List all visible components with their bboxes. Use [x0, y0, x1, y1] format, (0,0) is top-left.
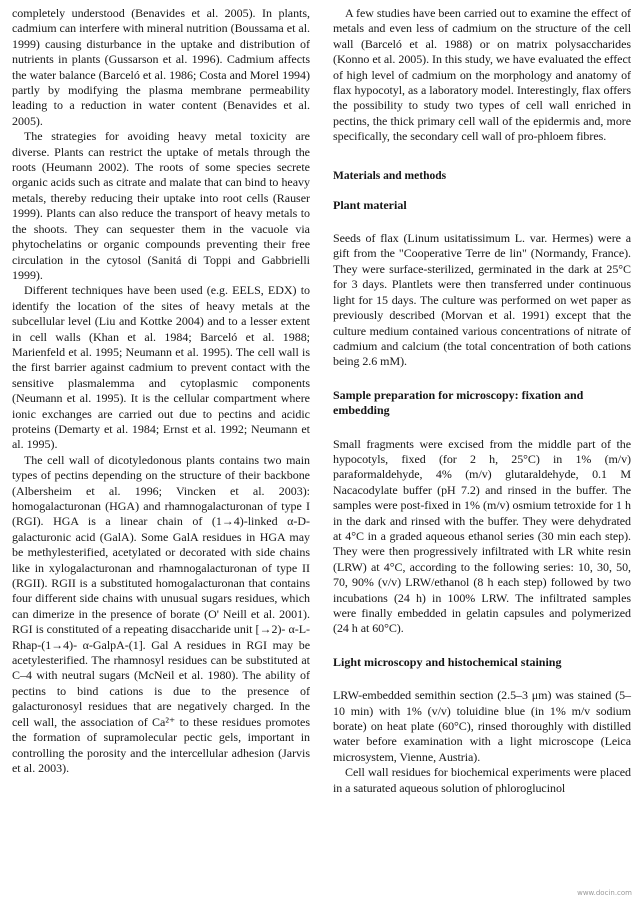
- section-heading-materials-methods: Materials and methods: [333, 169, 447, 182]
- left-column: [12, 6, 310, 776]
- paragraph-sample-preparation: Small fragments were excised from the middle part of the hypocotyls, fixed (for 2 h, 25°C) in 1% (m/v) paraformaldehyde, 4% (m/v) glutaraldehyde, 0.1 M Nacacodylate buffer (pH 7.2) and rinsed in the buffer. The samples were post-fixed in 1% (m/v) osmium tetroxide for 1 h in the dark and rinsed with the buffer. They were dehydrated at 4°C in a graded aqueous ethanol series (30 min each step). They were then progressively infiltrated with LR white resin (LRW) at 4°C, according to the following series: 10, 30, 50, 70, 90% (v/v) LRW/ethanol (8 h each step) followed by two incubations (24 h) in 100% LRW. The infiltrated samples were finally embedded in gelatin capsules and polymerized (24 h at 60°C).: [333, 436, 631, 636]
- right-column: [333, 6, 631, 796]
- paragraph-pectin-structure: The cell wall of dicotyledonous plants contains two main types of pectins depending on the structure of their backbone (Albersheim et al. 1996; Vincken et al. 2003): homogalacturonan (HGA) and rhamnogalacturonan of type I (RGI). HGA is a linear chain of (1→4)-linked α-D-galacturonic acid (GalA). Some GalA residues in HGA may be methylesterified, acetylated or decorated with side chains like in xylogalacturonan and rhamnogalacturonan of type II (RGII). RGII is a substituted homogalacturonan that contains four different side chains with unusual sugars residues, which can dimerize in the presence of borate (O' Neill et al. 2001). RGI is constituted of a repeating disaccharide unit [→2)- α-L-Rhap-(1→4)- α-GalpA-(1]. Gal A residues in RGI may be acetylesterified. The rhamnosyl residues can be substituted at C–4 with neutral sugars (McNeil et al. 1980). The ability of pectins to bind cations is due to the presence of galacturonosyl residues that are negatively charged. In the cell wall, the association of Ca²⁺ to these residues promotes the formation of supramolecular pectic gels, important in controlling the porosity and the intercellular adhesion (Jarvis et al. 2003).: [12, 452, 310, 775]
- paragraph-cadmium-effects: completely understood (Benavides et al. 2005). In plants, cadmium can interfere with mineral nutrition (Boussama et al. 1999) causing disturbance in the uptake and distribution of nutrients in plants (Gussarson et al. 1996). Cadmium affects the water balance (Barceló et al. 1986; Costa and Morel 1994) partly by modifying the plasma membrane permeability leading to a reduction in water content (Benavides et al. 2005).: [12, 6, 310, 128]
- section-spacer: [333, 670, 631, 688]
- section-spacer: [333, 419, 631, 437]
- paragraph-light-microscopy: LRW-embedded semithin section (2.5–3 μm) was stained (5–10 min) with 1% (v/v) toluidine blue (in 1% m/v sodium borate) on heat plate (60°C), rinsed thoroughly with distilled water before examination with a light microscope (Leica microsystem, Vienne, Austria).: [333, 688, 631, 764]
- section-spacer: [333, 184, 631, 198]
- paragraph-avoidance-strategies: The strategies for avoiding heavy metal toxicity are diverse. Plants can restrict the uptake of metals through the roots (Heumann 2002). The roots of some species secrete organic acids such as citrate and malate that can bind to heavy metals, thereby reducing their uptake into root cells (Rauser 1999). Plants can also reduce the transport of heavy metals to the shoots. They can sequester them in the vacuole via phytochelatins or organic compounds preventing their free circulation in the cytosol (Sanitá di Toppi and Gabbrielli 1999).: [12, 129, 310, 282]
- paragraph-plant-material: Seeds of flax (Linum usitatissimum L. var. Hermes) were a gift from the "Cooperative Terre de lin" (Normandy, France). They were surface-sterilized, germinated in the dark at 25°C for 3 days. Plantlets were then transferred under continuous light for 15 days. The culture was performed on wet paper as previously described (Morvan et al. 1991) except that the culture medium contained various concentrations of nitrate of cadmium and calcium (the total concentration of both cations being 2.6 mM).: [333, 231, 631, 369]
- paragraph-study-intro: A few studies have been carried out to examine the effect of metals and even less of cadmium on the structure of the cell wall (Barceló et al. 1988) or on matrix polysaccharides (Konno et al. 2005). In this study, we have evaluated the effect of high level of cadmium on the morphology and anatomy of flax hypocotyl, as a laboratory model. Interestingly, flax offers the possibility to study two types of cell wall enriched in pectins, the thick primary cell wall of the epidermis and, more specifically, the secondary cell wall of pro-phloem fibres.: [333, 6, 631, 144]
- subheading-light-microscopy: Light microscopy and histochemical staining: [333, 654, 562, 669]
- section-spacer: [333, 370, 631, 388]
- subheading-plant-material: Plant material: [333, 197, 407, 212]
- paragraph-cell-wall-residues: Cell wall residues for biochemical experiments were placed in a saturated aqueous solution of phloroglucinol: [333, 765, 631, 795]
- section-spacer: [333, 213, 631, 231]
- watermark-text: www.docin.com: [577, 889, 632, 897]
- section-spacer: [333, 145, 631, 169]
- section-spacer: [333, 637, 631, 655]
- paragraph-localization-techniques: Different techniques have been used (e.g. EELS, EDX) to identify the location of the sites of heavy metals at the subcellular level (Liu and Kottke 2004) and to a lesser extent in cell walls (Khan et al. 1984; Barceló et al. 1988; Marienfeld et al. 1995; Neumann et al. 1995). The cell wall is the first barrier against cadmium to prevent contact with the sensitive plasmalemma and cytoplasmic components (Neumann et al. 1995). It is the cellular compartment where ionic exchanges are carried out due to pectins and acidic proteins (Demarty et al. 1984; Ernst et al. 1992; Neumann et al. 1995).: [12, 283, 310, 452]
- subheading-sample-preparation: Sample preparation for microscopy: fixation and embedding: [333, 387, 584, 418]
